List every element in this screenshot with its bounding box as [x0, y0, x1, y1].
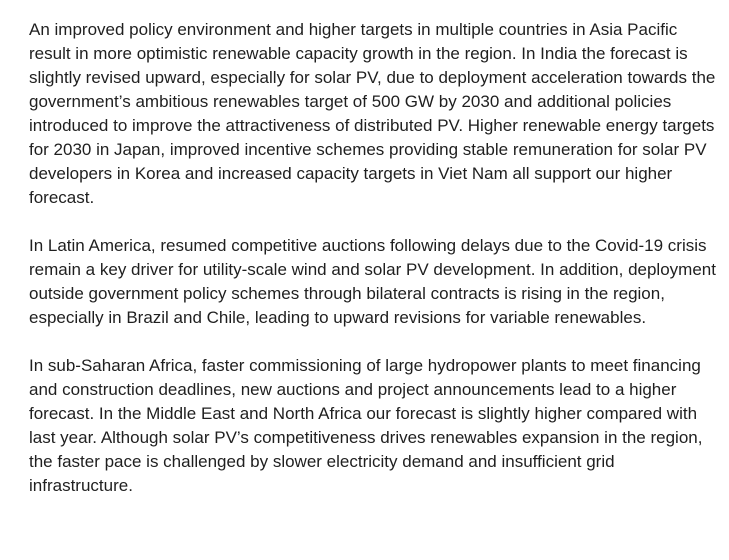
paragraph-africa-middle-east: In sub-Saharan Africa, faster commissioning of large hydropower plants to meet financing and construction deadlines, new auctions and project announcements lead to a higher forecast. In the Middle East and North Africa our forecast is slightly higher compared with last year. Although solar PV’s competitiveness drives renewables expansion in the region, the faster pace is challenged by slower electricity demand and insufficient grid infrastructure. — [29, 356, 703, 495]
document-body — [29, 18, 719, 522]
paragraph-asia-pacific: An improved policy environment and higher targets in multiple countries in Asia Pacific result in more optimistic renewable capacity growth in the region. In India the forecast is slightly revised upward, especially for solar PV, due to deployment acceleration towards the government’s ambitious renewables target of 500 GW by 2030 and additional policies introduced to improve the attractiveness of distributed PV. Higher renewable energy targets for 2030 in Japan, improved incentive schemes providing stable remuneration for solar PV developers in Korea and increased capacity targets in Viet Nam all support our higher forecast. — [29, 20, 716, 207]
paragraph-latin-america: In Latin America, resumed competitive auctions following delays due to the Covid-19 crisis remain a key driver for utility-scale wind and solar PV development. In addition, deployment outside government policy schemes through bilateral contracts is rising in the region, especially in Brazil and Chile, leading to upward revisions for variable renewables. — [29, 236, 716, 327]
